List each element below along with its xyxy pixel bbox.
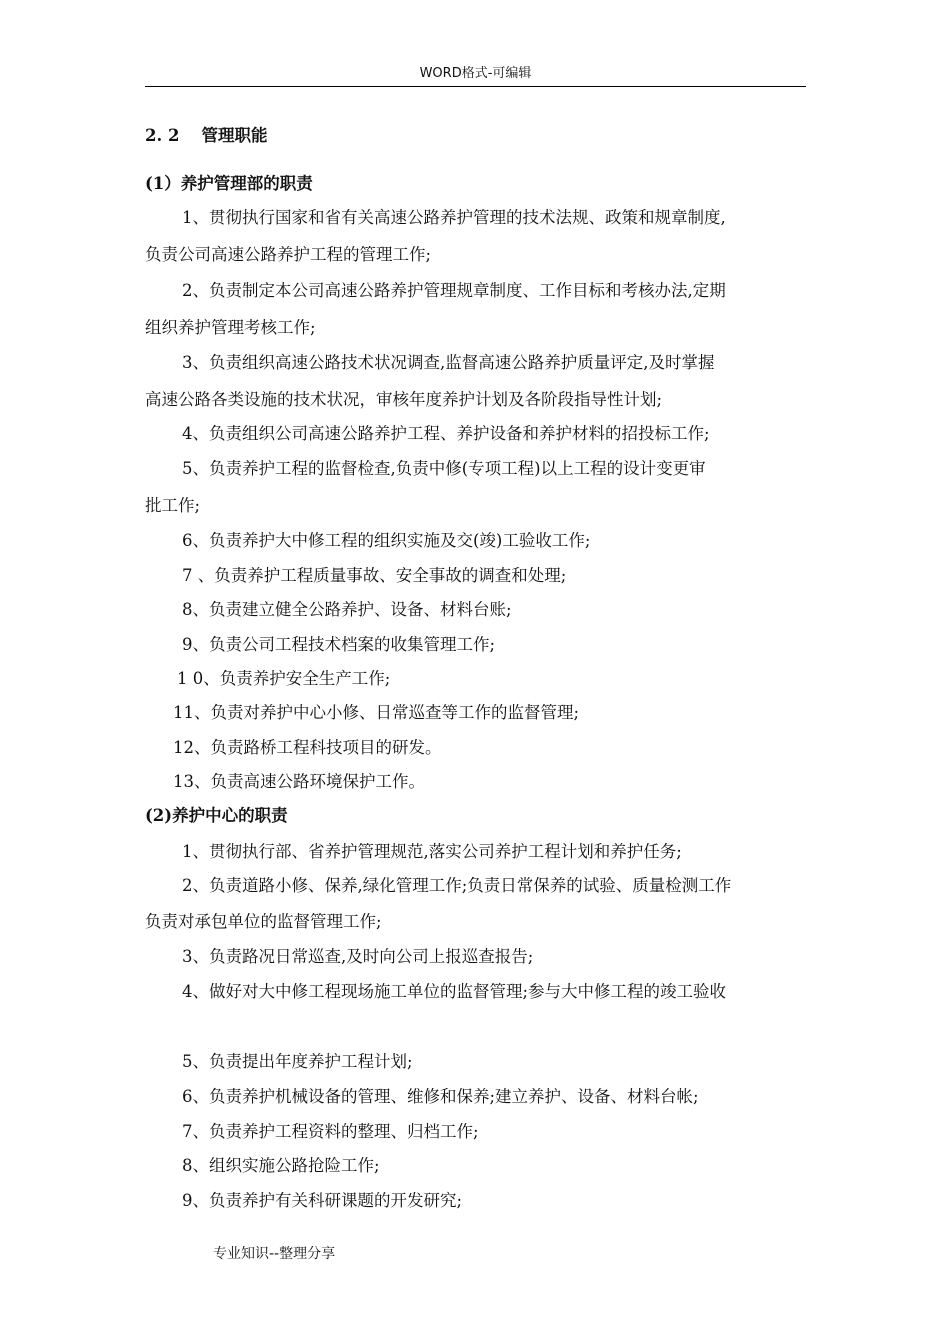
- paragraph-line: 1、贯彻执行部、省养护管理规范,落实公司养护工程计划和养护任务;: [182, 842, 682, 861]
- paragraph-line: 5、负责提出年度养护工程计划;: [182, 1052, 413, 1071]
- paragraph-line: 7 、负责养护工程质量事故、安全事故的调查和处理;: [182, 566, 567, 585]
- page-footer: 专业知识--整理分享: [213, 1246, 336, 1262]
- paragraph-line: 1 0、负责养护安全生产工作;: [177, 669, 391, 688]
- paragraph-line: 负责公司高速公路养护工程的管理工作;: [145, 245, 432, 264]
- paragraph-line: 5、负责养护工程的监督检查,负责中修(专项工程)以上工程的设计变更审: [182, 459, 706, 478]
- paragraph-line: 6、负责养护大中修工程的组织实施及交(竣)工验收工作;: [182, 531, 591, 550]
- paragraph-line: 11、负责对养护中心小修、日常巡查等工作的监督管理;: [173, 703, 580, 722]
- paragraph-line: 批工作;: [145, 496, 201, 515]
- paragraph-line: 8、组织实施公路抢险工作;: [182, 1156, 380, 1175]
- part1-heading: (1）养护管理部的职责: [145, 174, 313, 193]
- paragraph-line: 负责对承包单位的监督管理工作;: [145, 912, 382, 931]
- paragraph-line: 7、负责养护工程资料的整理、归档工作;: [182, 1122, 479, 1141]
- part2-heading: (2)养护中心的职责: [145, 806, 288, 825]
- paragraph-line: 8、负责建立健全公路养护、设备、材料台账;: [182, 600, 512, 619]
- paragraph-line: 2、负责制定本公司高速公路养护管理规章制度、工作目标和考核办法,定期: [182, 281, 726, 300]
- paragraph-line: 3、负责路况日常巡查,及时向公司上报巡查报告;: [182, 947, 534, 966]
- paragraph-line: 6、负责养护机械设备的管理、维修和保养;建立养护、设备、材料台帐;: [182, 1087, 699, 1106]
- paragraph-line: 高速公路各类设施的技术状况，审核年度养护计划及各阶段指导性计划;: [145, 390, 663, 409]
- paragraph-line: 组织养护管理考核工作;: [145, 318, 316, 337]
- header-rule: [145, 86, 806, 87]
- section-heading: [145, 124, 825, 148]
- paragraph-line: 1、贯彻执行国家和省有关高速公路养护管理的技术法规、政策和规章制度,: [182, 208, 726, 227]
- paragraph-line: 9、负责养护有关科研课题的开发研究;: [182, 1191, 463, 1210]
- paragraph-line: 4、负责组织公司高速公路养护工程、养护设备和养护材料的招投标工作;: [182, 424, 710, 443]
- paragraph-line: 3、负责组织高速公路技术状况调查,监督高速公路养护质量评定,及时掌握: [182, 353, 715, 372]
- section-title: 管理职能: [201, 126, 268, 145]
- page-header: WORD格式-可编辑: [419, 66, 532, 81]
- section-number: 2. 2: [145, 126, 180, 145]
- paragraph-line: 2、负责道路小修、保养,绿化管理工作;负责日常保养的试验、质量检测工作: [182, 876, 732, 895]
- paragraph-line: 4、做好对大中修工程现场施工单位的监督管理;参与大中修工程的竣工验收: [182, 982, 727, 1001]
- paragraph-line: 13、负责高速公路环境保护工作。: [173, 772, 425, 791]
- paragraph-line: 12、负责路桥工程科技项目的研发。: [173, 738, 442, 757]
- paragraph-line: 9、负责公司工程技术档案的收集管理工作;: [182, 635, 496, 654]
